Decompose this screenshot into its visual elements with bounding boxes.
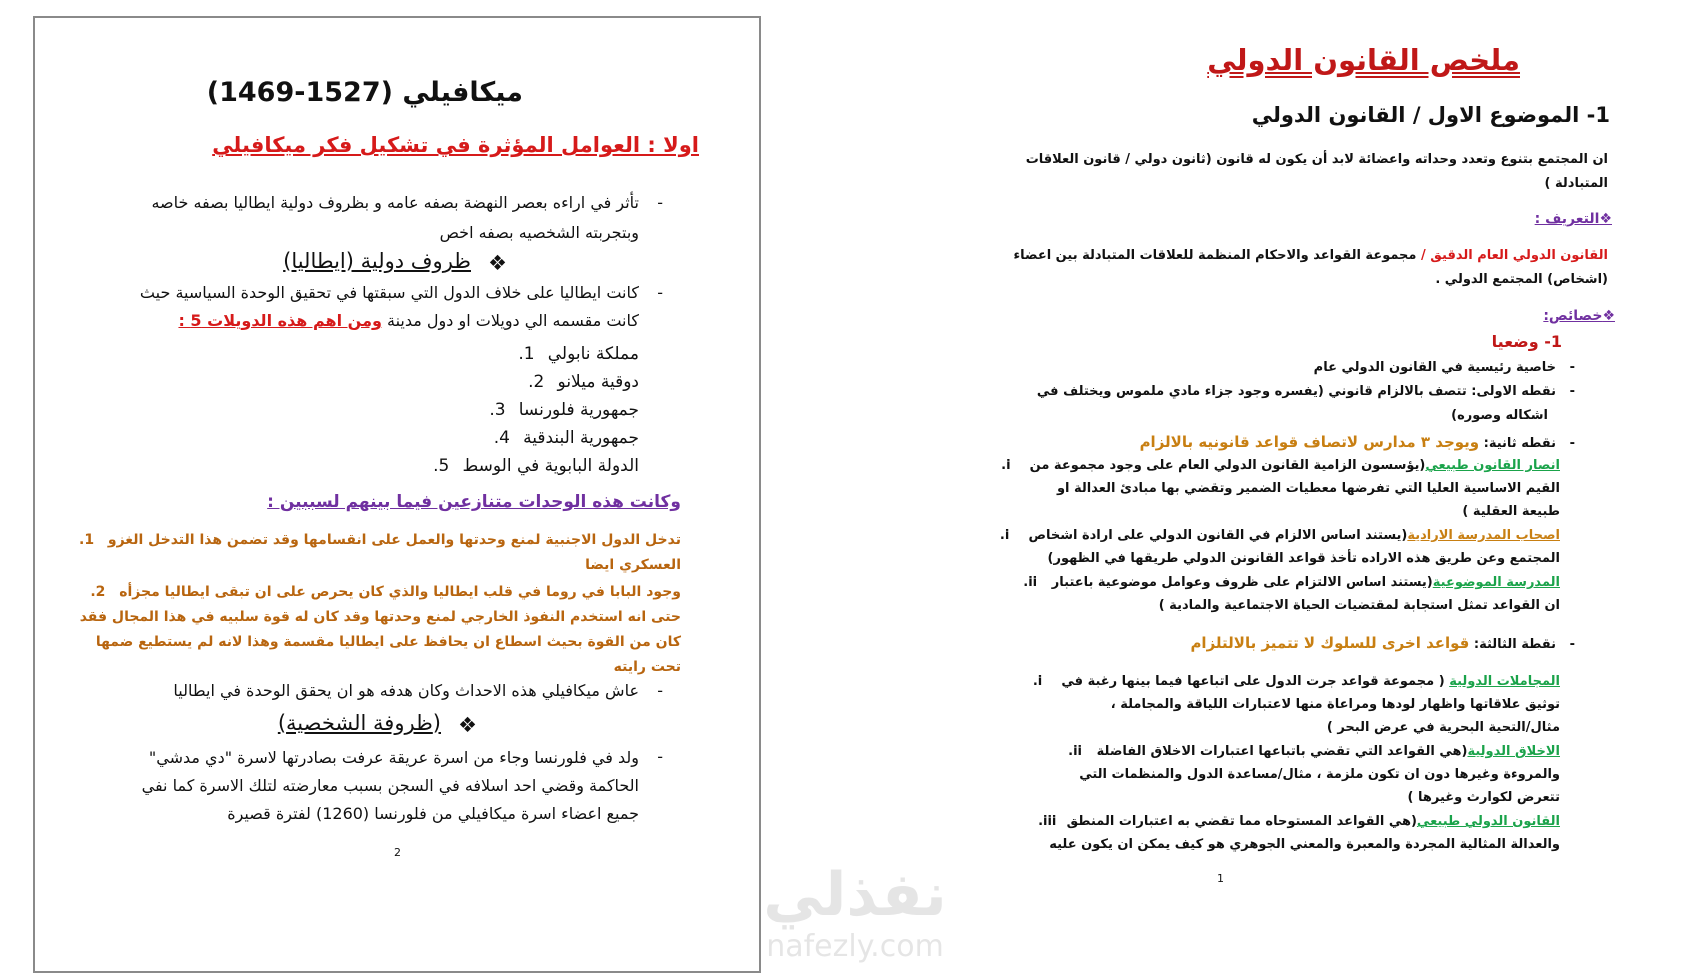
reason-item: وجود البابا في روما في قلب ايطاليا والذي كان يحرص على ان تبقى ايطاليا مجزأه 2. حتى انه استخدم النفوذ الخارجي لمنع وحدتها وقد كان له قوة سلبيه في هذا المجال فقد كان من القوة بحيث اسطاع ان يحافظ على ايطاليا مقسمة وهذا لانه لم يستطيع ضمها تحت رايته xyxy=(79,584,681,675)
section-heading: اولا : العوامل المؤثرة في تشكيل فكر ميكافيلي xyxy=(212,133,699,157)
bullet-dash: - xyxy=(657,681,663,700)
feature-heading: 1- وضعيا xyxy=(1491,332,1562,351)
list-item: جمهورية البندقية 4. xyxy=(493,428,639,448)
list-item: مملكة نابولي 1. xyxy=(518,344,639,364)
subsection-heading: ظروف دولية (ايطاليا) xyxy=(283,249,471,273)
bullet-dash: - xyxy=(657,283,663,302)
intro-line: وبتجربته الشخصيه بصفه اخص xyxy=(439,223,639,242)
diamond-bullet-icon: ❖ xyxy=(458,713,477,737)
bullet-continuation: اشكاله وصوره) xyxy=(1451,408,1548,423)
list-item: دوقية ميلانو 2. xyxy=(528,372,639,392)
reason-item: تدخل الدول الاجنبية لمنع وحدتها والعمل على انقسامها وقد تضمن هذا التدخل الغزو 1. العسكري ايضا xyxy=(79,532,681,573)
topic-heading: 1- الموضوع الاول / القانون الدولي xyxy=(1251,103,1610,127)
conflict-heading: وكانت هذه الوحدات متنازعين فيما بينهم لسببين : xyxy=(267,492,681,512)
intro-paragraph: ان المجتمع بتنوع وتعدد وحداته واعضائة لابد أن يكون له قانون (ثانون دولي / قانون العلاقات المتبادلة ) xyxy=(1025,152,1608,191)
bullet-item: - خاصية رئيسية في القانون الدولي عام xyxy=(1313,360,1575,375)
definition-label: ❖التعريف : xyxy=(1534,211,1612,227)
list-item: الدولة البابوية في الوسط 5. xyxy=(433,456,639,476)
school-item: اصحاب المدرسة الارادية(يستند اساس الالزام في القانون الدولي على ارادة اشخاص i. المجتمع وعن طريق هذه الاراده تأخذ قواعد القانونن الدولي طريقها في الظهور) xyxy=(999,528,1560,566)
bullet-dash: - xyxy=(657,747,663,766)
document-page-1 xyxy=(999,0,1670,970)
paragraph-line xyxy=(178,308,639,334)
paragraph-line: عاش ميكافيلي هذه الاحداث وكان هدفه هو ان يحقق الوحدة في ايطاليا xyxy=(173,681,639,700)
list-item: جمهورية فلورنسا 3. xyxy=(489,400,639,420)
diamond-bullet-icon: ❖ xyxy=(488,251,507,275)
subsection-heading: (ظروفة الشخصية) xyxy=(277,711,441,735)
paragraph: ولد في فلورنسا وجاء من اسرة عريقة عرفت بصادرتها لاسرة "دي مدشي" الحاكمة وقضي احد اسلافه في السجن بسبب معارضته لتلك الاسرة كما نفي جميع اعضاء اسرة ميكافيلي من فلورنسا (1260) لفترة قصيرة xyxy=(141,748,639,823)
page-title: ملخص القانون الدولي xyxy=(1207,43,1520,77)
rule-item: الاخلاق الدولية(هي القواعد التي تقضي باتباعها اعتبارات الاخلاق الفاضلة ii. والمروءة وغيرها دون ان تكون ملزمة ، مثال/مساعدة الدول والمنظمات التي تتعرض لكوارث وغيرها ) xyxy=(1068,744,1560,805)
rule-item: المجاملات الدولية ( مجموعة قواعد جرت الدول على اتباعها فيما بينها رغبة في i. توثيق علاقاتها واظهار لودها ومراعاة منها لاعتبارات اللياقة والمجاملة ، مثال/التحية البحرية في عرض البحر ) xyxy=(1032,674,1560,735)
bullet-item: - نقطه ثانية: ويوجد ٣ مدارس لاتصاف قواعد قانونيه بالالزام xyxy=(1139,433,1575,451)
bullet-item: - نقطه الاولى: تتصف بالالزام قانوني (يفسره وجود جزاء مادي ملموس ويختلف في xyxy=(1036,384,1575,399)
school-item: المدرسة الموضوعية(يستند اساس الالتزام على ظروف وعوامل موضوعية باعتبار ii. ان القواعد تمثل استجابة لمقتضيات الحياة الاجتماعية والمادية ) xyxy=(1023,575,1560,613)
bullet-dash: - xyxy=(657,193,663,212)
intro-line: تأثر في اراءه بعصر النهضة بصفه عامه و بظروف دولية ايطاليا بصفه خاصه xyxy=(151,193,639,212)
paragraph-text: كانت مقسمه الي دويلات او دول مدينة xyxy=(387,311,639,330)
school-item: انصار القانون طبيعي(يؤسسون الزامية القانون الدولي العام على وجود مجموعة من i. القيم الاساسية العليا التي تفرضها معطيات الضمير وتقضي بها مبادئ العدالة او طبيعة العقلية ) xyxy=(1001,458,1560,519)
states-list xyxy=(433,340,639,480)
definition-term: القانون الدولي العام الدقيق / xyxy=(1421,248,1608,263)
definition-paragraph: القانون الدولي العام الدقيق / مجموعة القواعد والاحكام المنظمة للعلاقات المتبادلة بين اعضاء (اشخاص) المجتمع الدولي . xyxy=(1013,248,1608,287)
watermark-logo: نفذلي nafezly.com xyxy=(763,860,947,964)
paragraph-line: كانت ايطاليا على خلاف الدول التي سبقتها في تحقيق الوحدة السياسية حيث xyxy=(139,283,639,302)
features-label: ❖خصائص: xyxy=(1543,308,1615,324)
rule-item: القانون الدولي طبيعي(هي القواعد المستوحاه مما تقضي به اعتبارات المنطق iii. والعدالة المثالية المجردة والمعبرة والمعني الجوهري هو كيف يمكن ان يكون عليه xyxy=(1038,814,1560,852)
highlighted-text: ومن اهم هذه الدويلات 5 : xyxy=(178,311,382,330)
page-title: ميكافيلي (1527-1469) xyxy=(206,77,523,108)
document-page-2 xyxy=(33,16,761,973)
bullet-item: - نقطة الثالثة: قواعد اخرى للسلوك لا تتميز بالالتلزام xyxy=(1190,634,1575,652)
page-number: 2 xyxy=(394,846,401,859)
page-number: 1 xyxy=(1217,872,1224,885)
